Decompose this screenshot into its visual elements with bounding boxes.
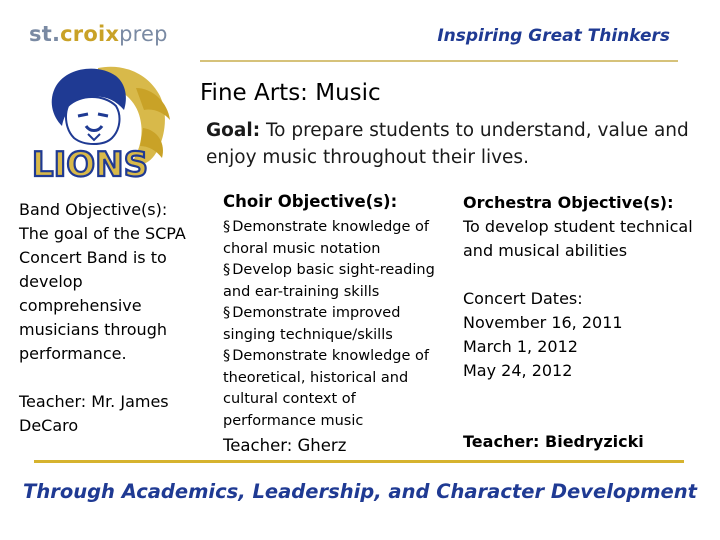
band-heading: Band Objective(s): xyxy=(19,200,168,219)
list-item: § Develop basic sight-reading and ear-training skills xyxy=(223,260,448,303)
brand-wordmark xyxy=(29,22,168,46)
choir-column xyxy=(223,191,448,458)
concert-dates-label: Concert Dates: xyxy=(463,289,583,308)
goal-label: Goal: xyxy=(206,120,261,141)
footer-motto: Through Academics, Leadership, and Character Development xyxy=(23,480,697,503)
brand-part-prep: prep xyxy=(119,22,168,46)
logo-lions-text: LIONS xyxy=(31,145,149,185)
orchestra-objective-text: To develop student technical and musical abilities xyxy=(463,217,693,260)
concert-date: November 16, 2011 xyxy=(463,313,623,332)
footer-divider xyxy=(34,460,684,463)
goal-statement xyxy=(206,117,696,171)
concert-date: May 24, 2012 xyxy=(463,361,573,380)
orchestra-heading: Orchestra Objective(s): xyxy=(463,193,674,212)
concert-date: March 1, 2012 xyxy=(463,337,578,356)
band-teacher: Teacher: Mr. James DeCaro xyxy=(19,392,169,435)
orchestra-teacher: Teacher: Biedryzicki xyxy=(463,432,644,451)
band-column xyxy=(19,198,199,438)
lions-logo-icon xyxy=(28,58,178,188)
list-item: § Demonstrate improved singing technique/skills xyxy=(223,303,448,346)
tagline: Inspiring Great Thinkers xyxy=(437,26,670,46)
list-item: § Demonstrate knowledge of choral music notation xyxy=(223,217,448,260)
header-divider xyxy=(200,60,678,62)
brand-part-croix: croix xyxy=(60,22,120,46)
goal-text: To prepare students to understand, value and enjoy music throughout their lives. xyxy=(206,120,689,168)
brand-part-st: st. xyxy=(29,22,61,46)
choir-objective-list xyxy=(223,217,448,432)
band-objective-text: The goal of the SCPA Concert Band is to develop comprehensive musicians through performance. xyxy=(19,224,186,363)
orchestra-column xyxy=(463,191,693,451)
choir-teacher: Teacher: Gherz xyxy=(223,436,347,455)
choir-heading: Choir Objective(s): xyxy=(223,192,398,211)
concert-dates xyxy=(463,287,693,383)
list-item: § Demonstrate knowledge of theoretical, historical and cultural context of performance music xyxy=(223,346,448,432)
page-title: Fine Arts: Music xyxy=(200,80,381,106)
